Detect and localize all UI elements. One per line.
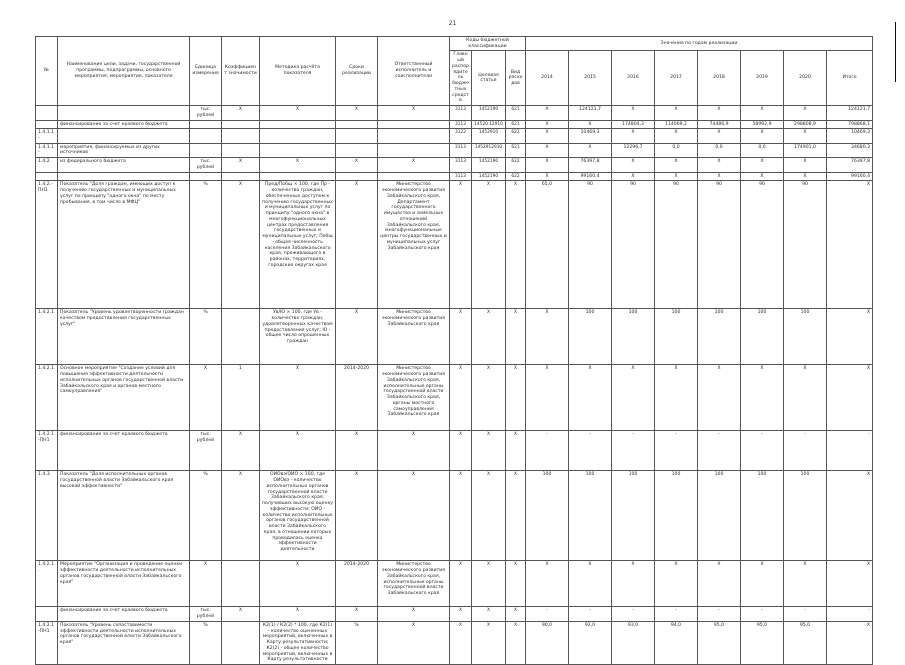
row-coefficient: X bbox=[222, 158, 260, 172]
row-year-value: 100 bbox=[784, 309, 827, 365]
row-method: X bbox=[260, 158, 336, 172]
table-row bbox=[36, 120, 873, 129]
row-name bbox=[58, 172, 190, 181]
row-number: 1.4.2.-ПН1 bbox=[36, 181, 58, 309]
row-year-value: X bbox=[612, 129, 655, 143]
row-year-value: X bbox=[655, 129, 698, 143]
table-row bbox=[36, 607, 873, 621]
row-target-article: 14520 12910 bbox=[472, 120, 506, 129]
row-name: Показатель "Уровень сопоставимости эффективности деятельности исполнительных органов государственной власти Забайкальского края" bbox=[58, 621, 190, 664]
row-target-article: X bbox=[472, 471, 506, 561]
row-coefficient: X bbox=[222, 106, 260, 120]
row-year-value: - bbox=[526, 431, 569, 471]
row-coefficient bbox=[222, 129, 260, 143]
header-term: Сроки реализации bbox=[336, 37, 378, 106]
row-number: 1.4.2.1. bbox=[36, 365, 58, 431]
row-year-value: 74486,9 bbox=[698, 120, 741, 129]
row-method: X bbox=[260, 106, 336, 120]
row-year-value: 90 bbox=[612, 181, 655, 309]
row-coefficient: 1 bbox=[222, 365, 260, 431]
header-total: Итого bbox=[827, 51, 873, 106]
row-year-value: X bbox=[655, 106, 698, 120]
header-year: 2017 bbox=[655, 51, 698, 106]
row-term: X bbox=[336, 607, 378, 621]
row-year-value: X bbox=[741, 561, 784, 607]
row-year-value: X bbox=[655, 561, 698, 607]
row-executor: Министерство экономического развития Забайкальского края, Департамент государственного имущества и земельных отношений Забайкальского края, многофункциональные центры государственных и муниципальных услуг Забайкальского края bbox=[378, 181, 450, 309]
row-grbs: X bbox=[450, 431, 472, 471]
row-target-article: 1452190 bbox=[472, 158, 506, 172]
row-target-article: X bbox=[472, 607, 506, 621]
row-executor: X bbox=[378, 607, 450, 621]
row-expense-type: 622 bbox=[506, 158, 526, 172]
row-year-value: 0,0 bbox=[655, 143, 698, 157]
row-coefficient: X bbox=[222, 431, 260, 471]
row-method: ОИОвэ/ОИО × 100, где ОИОвэ - количество исполнительных органов государственной власти Забайкальского края, получивших высокую оценку эффективности; ОИО - количество исполнительных органов государственной власти Забайкальского края, в отношении которых проводилась оценка эффективности деятельности bbox=[260, 471, 336, 561]
row-number: 1.4.2.1. bbox=[36, 561, 58, 607]
row-grbs: X bbox=[450, 621, 472, 664]
row-year-value: X bbox=[784, 561, 827, 607]
row-term: % bbox=[336, 621, 378, 664]
table-row bbox=[36, 365, 873, 431]
row-unit: % bbox=[190, 181, 222, 309]
row-year-value: - bbox=[569, 607, 612, 621]
header-year: 2016 bbox=[612, 51, 655, 106]
row-name: мероприятия, финансируемых из других источников bbox=[58, 143, 190, 157]
row-total: X bbox=[827, 471, 873, 561]
row-year-value: 10469,3 bbox=[569, 129, 612, 143]
row-year-value: X bbox=[784, 365, 827, 431]
row-year-value: 95,0 bbox=[741, 621, 784, 664]
row-year-value: - bbox=[612, 607, 655, 621]
row-expense-type: X bbox=[506, 561, 526, 607]
row-year-value: 90 bbox=[569, 181, 612, 309]
row-year-value: - bbox=[612, 431, 655, 471]
row-year-value: - bbox=[698, 607, 741, 621]
row-year-value: 65,0 bbox=[526, 181, 569, 309]
row-term bbox=[336, 143, 378, 157]
row-year-value: 100 bbox=[655, 471, 698, 561]
row-name: финансирование за счет краевого бюджета bbox=[58, 607, 190, 621]
row-coefficient: X bbox=[222, 181, 260, 309]
row-year-value: 90 bbox=[655, 181, 698, 309]
row-total: 798868,1 bbox=[827, 120, 873, 129]
row-year-value: X bbox=[526, 158, 569, 172]
row-executor: Министерство экономического развития Забайкальского края, исполнительные органы государственной власти Забайкальского края, органы местного самоуправления Забайкальского края bbox=[378, 365, 450, 431]
row-year-value: 94,0 bbox=[655, 621, 698, 664]
row-executor bbox=[378, 129, 450, 143]
row-year-value: 100 bbox=[741, 309, 784, 365]
row-year-value: 0,0 bbox=[741, 143, 784, 157]
row-year-value: 114069,2 bbox=[655, 120, 698, 129]
row-year-value: X bbox=[784, 172, 827, 181]
row-executor bbox=[378, 172, 450, 181]
header-budget-codes: Коды бюджетной классификации bbox=[450, 37, 526, 51]
row-year-value: 100 bbox=[698, 471, 741, 561]
row-total: 124121,7 bbox=[827, 106, 873, 120]
table-row bbox=[36, 143, 873, 157]
row-method bbox=[260, 129, 336, 143]
header-name: Наименование цели, задачи, государственной программы, подпрограммы, основного мероприятия, мероприятия, показателя bbox=[58, 37, 190, 106]
row-name: Показатель "Уровень удовлетворенности граждан качеством предоставления государственных услуг" bbox=[58, 309, 190, 365]
row-target-article: 1452912910 bbox=[472, 143, 506, 157]
row-year-value: X bbox=[784, 106, 827, 120]
row-year-value: 99160,4 bbox=[569, 172, 612, 181]
row-coefficient bbox=[222, 120, 260, 129]
row-coefficient: X bbox=[222, 607, 260, 621]
row-target-article: X bbox=[472, 365, 506, 431]
row-year-value: X bbox=[741, 129, 784, 143]
row-year-value: 100 bbox=[784, 471, 827, 561]
row-number: 1.4.3. bbox=[36, 471, 58, 561]
row-total: X bbox=[827, 621, 873, 664]
row-coefficient bbox=[222, 309, 260, 365]
row-grbs: X bbox=[450, 309, 472, 365]
row-term bbox=[336, 172, 378, 181]
row-year-value: X bbox=[741, 365, 784, 431]
header-year: 2019 bbox=[741, 51, 784, 106]
header-coefficient: Коэффициент значимости bbox=[222, 37, 260, 106]
row-grbs: 3122 bbox=[450, 129, 472, 143]
header-year: 2020 bbox=[784, 51, 827, 106]
row-method: К2(1) / К2(2) * 100, где К2(1) - количество оцененных мероприятий, включенных в Карту результативности; К2(2) - общее количество мероприятий, включенных в Карту результативности bbox=[260, 621, 336, 664]
row-number: 1.4.2. bbox=[36, 158, 58, 172]
row-number: 1.4.2.1-ПН1 bbox=[36, 621, 58, 664]
row-year-value: X bbox=[526, 365, 569, 431]
row-year-value: 100 bbox=[655, 309, 698, 365]
row-total: X bbox=[827, 309, 873, 365]
row-year-value: X bbox=[526, 106, 569, 120]
row-unit bbox=[190, 120, 222, 129]
row-unit: тыс. рублей bbox=[190, 158, 222, 172]
row-year-value: X bbox=[784, 129, 827, 143]
row-year-value: 100 bbox=[741, 471, 784, 561]
row-term: X bbox=[336, 181, 378, 309]
row-executor: Министерство экономического развития Забайкальского края bbox=[378, 309, 450, 365]
row-year-value: X bbox=[612, 106, 655, 120]
row-year-value: X bbox=[612, 158, 655, 172]
row-year-value: - bbox=[569, 431, 612, 471]
row-target-article: X bbox=[472, 561, 506, 607]
row-method: X bbox=[260, 607, 336, 621]
row-grbs: 3113 bbox=[450, 172, 472, 181]
row-unit: % bbox=[190, 471, 222, 561]
row-total: - bbox=[827, 431, 873, 471]
row-unit: X bbox=[190, 561, 222, 607]
row-year-value: X bbox=[569, 365, 612, 431]
row-method: X bbox=[260, 561, 336, 607]
margin-rule bbox=[895, 22, 896, 82]
row-year-value: 92,0 bbox=[569, 621, 612, 664]
header-grbs: Главный распорядитель бюджетных средств bbox=[450, 51, 472, 106]
table-row bbox=[36, 106, 873, 120]
row-grbs: 3113 bbox=[450, 143, 472, 157]
row-coefficient bbox=[222, 621, 260, 664]
row-year-value: 12296,7 bbox=[612, 143, 655, 157]
row-expense-type: X bbox=[506, 471, 526, 561]
table-header bbox=[36, 37, 873, 106]
row-expense-type: X bbox=[506, 621, 526, 664]
row-year-value: - bbox=[526, 607, 569, 621]
row-year-value: 95,0 bbox=[784, 621, 827, 664]
row-method: X bbox=[260, 431, 336, 471]
row-year-value: 58992,9 bbox=[741, 120, 784, 129]
row-unit bbox=[190, 143, 222, 157]
row-term bbox=[336, 120, 378, 129]
row-unit: тыс. рублей bbox=[190, 607, 222, 621]
row-expense-type: X bbox=[506, 181, 526, 309]
row-target-article: 1452190 bbox=[472, 106, 506, 120]
header-target-article: Целевая статья bbox=[472, 51, 506, 106]
row-year-value: 90,0 bbox=[526, 621, 569, 664]
row-name: Основное мероприятие "Создание условий для повышения эффективности деятельности исполнительных органов государственной власти Забайкальского края и органов местного самоуправления" bbox=[58, 365, 190, 431]
row-number: 1.4.2.1-ПН1 bbox=[36, 431, 58, 471]
row-name bbox=[58, 129, 190, 143]
row-total: X bbox=[827, 181, 873, 309]
row-grbs: X bbox=[450, 561, 472, 607]
row-expense-type: X bbox=[506, 309, 526, 365]
row-grbs: 3113 bbox=[450, 158, 472, 172]
row-target-article: X bbox=[472, 309, 506, 365]
table-row bbox=[36, 129, 873, 143]
header-method: Методика расчёта показателя bbox=[260, 37, 336, 106]
row-unit: % bbox=[190, 621, 222, 664]
row-year-value: 100 bbox=[526, 471, 569, 561]
row-grbs: 3113 bbox=[450, 106, 472, 120]
row-expense-type: 622 bbox=[506, 129, 526, 143]
row-term: 2014-2020 bbox=[336, 365, 378, 431]
header-values-by-year: Значения по годам реализации bbox=[526, 37, 873, 51]
row-unit: тыс. рублей bbox=[190, 106, 222, 120]
row-year-value: - bbox=[784, 431, 827, 471]
row-year-value: X bbox=[612, 172, 655, 181]
row-year-value: 100 bbox=[569, 471, 612, 561]
row-year-value: 100 bbox=[698, 309, 741, 365]
row-year-value: 174901,0 bbox=[784, 143, 827, 157]
row-year-value: X bbox=[741, 172, 784, 181]
row-year-value: 124121,7 bbox=[569, 106, 612, 120]
row-term: X bbox=[336, 309, 378, 365]
row-number bbox=[36, 172, 58, 181]
row-number: 1.4.2.1. bbox=[36, 309, 58, 365]
row-name: Показатель "Доля исполнительных органов государственной власти Забайкальского края высокой эффективности" bbox=[58, 471, 190, 561]
row-target-article: X bbox=[472, 621, 506, 664]
row-target-article: X bbox=[472, 431, 506, 471]
table-row bbox=[36, 471, 873, 561]
row-method: Ув/Ю × 100, где Ув - количество граждан, удовлетворенных качеством предоставления услуг; Ю - общее число опрошенных граждан bbox=[260, 309, 336, 365]
row-coefficient bbox=[222, 561, 260, 607]
table-row bbox=[36, 158, 873, 172]
row-name: из федерального бюджета bbox=[58, 158, 190, 172]
row-unit bbox=[190, 129, 222, 143]
row-year-value: X bbox=[526, 129, 569, 143]
row-year-value: 93,0 bbox=[612, 621, 655, 664]
row-grbs: 3113 bbox=[450, 120, 472, 129]
row-coefficient: X bbox=[222, 471, 260, 561]
row-expense-type: X bbox=[506, 365, 526, 431]
row-executor: X bbox=[378, 158, 450, 172]
row-year-value: 298808,9 bbox=[784, 120, 827, 129]
row-term: 2014-2020 bbox=[336, 561, 378, 607]
row-year-value: X bbox=[655, 158, 698, 172]
row-method: X bbox=[260, 365, 336, 431]
row-number bbox=[36, 120, 58, 129]
row-name bbox=[58, 106, 190, 120]
row-total: 76397,8 bbox=[827, 158, 873, 172]
row-number bbox=[36, 607, 58, 621]
row-unit: % bbox=[190, 309, 222, 365]
row-term: X bbox=[336, 158, 378, 172]
row-year-value: 0,0 bbox=[698, 143, 741, 157]
row-year-value: X bbox=[655, 365, 698, 431]
row-year-value: X bbox=[698, 365, 741, 431]
row-number: 1.4.1.1- bbox=[36, 143, 58, 157]
row-year-value: 174804,3 bbox=[612, 120, 655, 129]
row-term: X bbox=[336, 471, 378, 561]
row-name: финансирование за счет краевого бюджета bbox=[58, 120, 190, 129]
row-year-value: 76397,8 bbox=[569, 158, 612, 172]
row-year-value: - bbox=[698, 431, 741, 471]
table-row bbox=[36, 181, 873, 309]
row-year-value: X bbox=[612, 365, 655, 431]
row-year-value: 90 bbox=[784, 181, 827, 309]
row-year-value: X bbox=[784, 158, 827, 172]
row-year-value: 95,0 bbox=[698, 621, 741, 664]
row-year-value: - bbox=[741, 607, 784, 621]
row-year-value: X bbox=[698, 158, 741, 172]
row-expense-type: 621 bbox=[506, 106, 526, 120]
row-number: 1.4.1.1- bbox=[36, 129, 58, 143]
row-total: - bbox=[827, 607, 873, 621]
row-year-value: X bbox=[526, 172, 569, 181]
row-method bbox=[260, 120, 336, 129]
row-coefficient bbox=[222, 143, 260, 157]
row-executor: Министерство экономического развития Забайкальского края, исполнительные органы государственной власти Забайкальского края bbox=[378, 561, 450, 607]
row-year-value: X bbox=[526, 120, 569, 129]
row-coefficient bbox=[222, 172, 260, 181]
row-target-article: 1452910 bbox=[472, 129, 506, 143]
row-unit: тыс. рублей bbox=[190, 431, 222, 471]
row-year-value: 90 bbox=[698, 181, 741, 309]
header-year: 2015 bbox=[569, 51, 612, 106]
row-target-article: 1452190 bbox=[472, 172, 506, 181]
row-year-value: X bbox=[612, 561, 655, 607]
header-year: 2018 bbox=[698, 51, 741, 106]
row-year-value: X bbox=[655, 172, 698, 181]
row-year-value: 100 bbox=[612, 309, 655, 365]
row-grbs: X bbox=[450, 365, 472, 431]
header-executor: Ответственный исполнитель и соисполнители bbox=[378, 37, 450, 106]
table-row bbox=[36, 621, 873, 664]
row-number bbox=[36, 106, 58, 120]
row-year-value: X bbox=[741, 106, 784, 120]
row-year-value: 100 bbox=[569, 309, 612, 365]
row-expense-type: 621 bbox=[506, 120, 526, 129]
row-grbs: X bbox=[450, 607, 472, 621]
row-year-value: X bbox=[569, 143, 612, 157]
table-row bbox=[36, 561, 873, 607]
row-executor: X bbox=[378, 431, 450, 471]
row-year-value: - bbox=[655, 607, 698, 621]
row-term bbox=[336, 129, 378, 143]
row-year-value: X bbox=[569, 561, 612, 607]
row-executor bbox=[378, 120, 450, 129]
header-no: № bbox=[36, 37, 58, 106]
row-executor bbox=[378, 143, 450, 157]
row-method bbox=[260, 143, 336, 157]
row-total: 34680,3 bbox=[827, 143, 873, 157]
row-unit bbox=[190, 172, 222, 181]
program-table bbox=[35, 36, 873, 665]
row-method bbox=[260, 172, 336, 181]
header-expense-type: Вид расходов bbox=[506, 51, 526, 106]
row-year-value: X bbox=[526, 309, 569, 365]
row-year-value: X bbox=[698, 106, 741, 120]
row-name: Показатель "Доля граждан, имеющих доступ к получению государственных и муниципальных услуг по принципу "одного окна" по месту пребывания, в том числе в МФЦ" bbox=[58, 181, 190, 309]
row-target-article: X bbox=[472, 181, 506, 309]
header-unit: Единица измерения bbox=[190, 37, 222, 106]
row-executor: X bbox=[378, 621, 450, 664]
row-year-value: - bbox=[784, 607, 827, 621]
row-expense-type: 621 bbox=[506, 143, 526, 157]
row-method: Пред/Побщ × 100, где Пр - количество граждан, обеспеченных доступом к получению государственных и муниципальных услуг по принципу "одного окна" в многофункциональных центрах предоставления государственных и муниципальных услуг; Побщ - общая численность населения Забайкальского края, проживающего в районах, территориях, городских округах края bbox=[260, 181, 336, 309]
row-unit: X bbox=[190, 365, 222, 431]
row-year-value: X bbox=[698, 172, 741, 181]
row-year-value: X bbox=[526, 561, 569, 607]
row-year-value: X bbox=[698, 129, 741, 143]
row-name: Мероприятие "Организация и проведение оценки эффективности деятельности исполнительных органов государственной власти Забайкальского края" bbox=[58, 561, 190, 607]
row-year-value: X bbox=[569, 120, 612, 129]
row-total: X bbox=[827, 561, 873, 607]
header-year: 2014 bbox=[526, 51, 569, 106]
row-year-value: 100 bbox=[612, 471, 655, 561]
table-row bbox=[36, 172, 873, 181]
row-executor: X bbox=[378, 106, 450, 120]
row-year-value: X bbox=[698, 561, 741, 607]
row-year-value: X bbox=[526, 143, 569, 157]
row-term: X bbox=[336, 106, 378, 120]
row-year-value: - bbox=[741, 431, 784, 471]
row-year-value: X bbox=[741, 158, 784, 172]
table-row bbox=[36, 309, 873, 365]
row-name: финансирование за счет краевого бюджета bbox=[58, 431, 190, 471]
row-expense-type: X bbox=[506, 607, 526, 621]
row-grbs: X bbox=[450, 181, 472, 309]
table-row bbox=[36, 431, 873, 471]
row-term: X bbox=[336, 431, 378, 471]
table-body bbox=[36, 106, 873, 665]
page-number: 21 bbox=[448, 20, 457, 27]
row-expense-type: X bbox=[506, 431, 526, 471]
row-executor: X bbox=[378, 471, 450, 561]
row-total: 10469,3 bbox=[827, 129, 873, 143]
row-year-value: 90 bbox=[741, 181, 784, 309]
row-total: X bbox=[827, 365, 873, 431]
row-expense-type: 622 bbox=[506, 172, 526, 181]
row-grbs: X bbox=[450, 471, 472, 561]
row-total: 99160,4 bbox=[827, 172, 873, 181]
row-year-value: - bbox=[655, 431, 698, 471]
